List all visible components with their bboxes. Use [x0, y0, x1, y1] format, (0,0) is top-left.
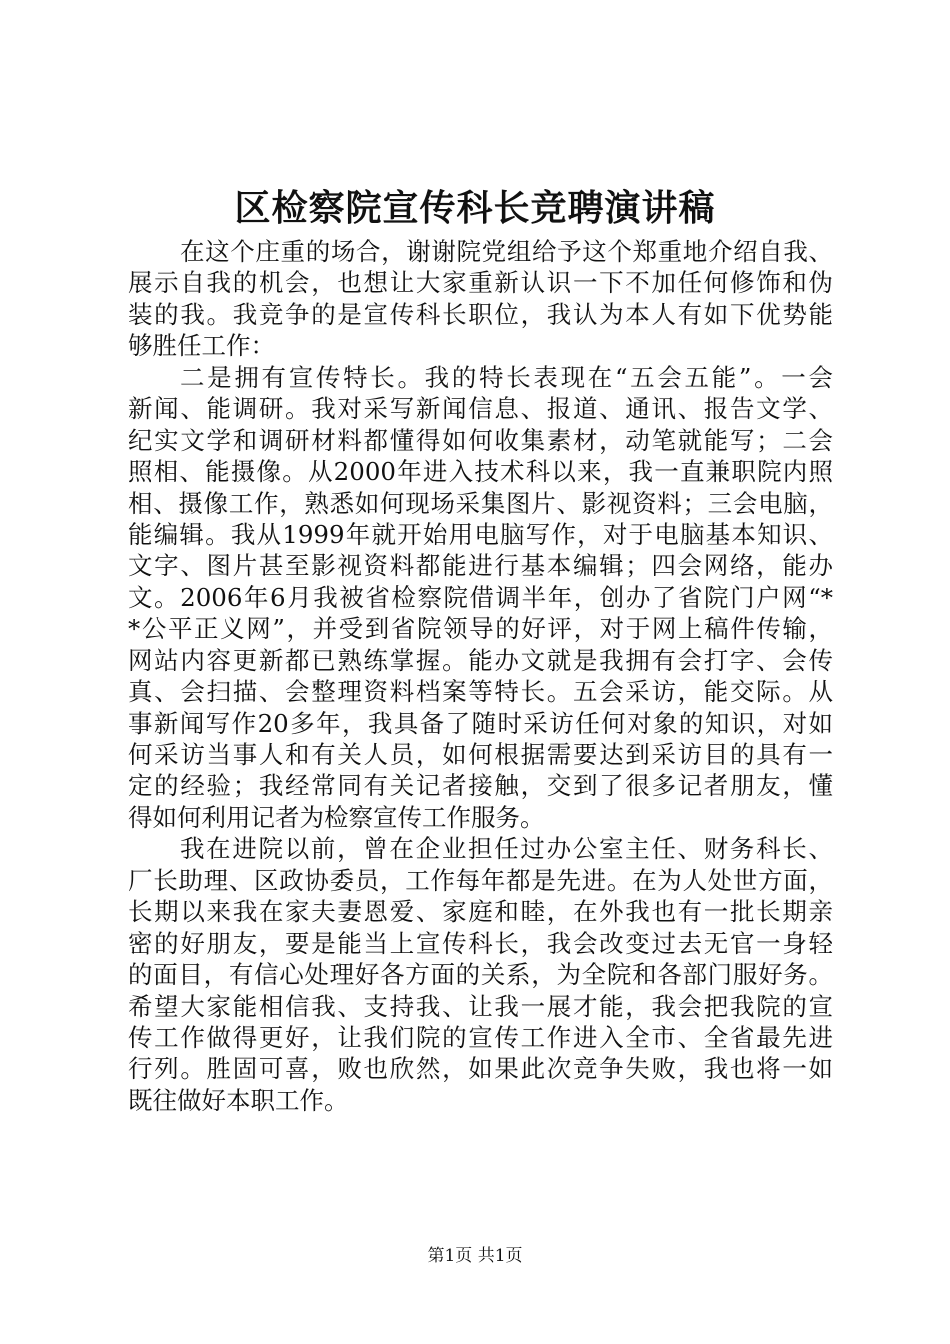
- body-line: 定的经验；我经常同有关记者接触，交到了很多记者朋友，懂: [128, 771, 833, 801]
- page-footer: 第1页 共1页: [427, 1246, 523, 1266]
- body-line: 希望大家能相信我、支持我、让我一展才能，我会把我院的宣: [128, 991, 833, 1021]
- body-line: 二是拥有宣传特长。我的特长表现在“五会五能”。一会: [180, 362, 833, 392]
- body-line: 得如何利用记者为检察宣传工作服务。: [128, 802, 545, 832]
- body-line: 长期以来我在家夫妻恩爱、家庭和睦，在外我也有一批长期亲: [128, 897, 833, 927]
- body-line: 文。2006年6月我被省检察院借调半年，创办了省院门户网“*: [128, 582, 833, 612]
- body-line: 照相、能摄像。从2000年进入技术科以来，我一直兼职院内照: [128, 457, 833, 487]
- body-line: 能编辑。我从1999年就开始用电脑写作，对于电脑基本知识、: [128, 519, 833, 549]
- body-line: 密的好朋友，要是能当上宣传科长，我会改变过去无官一身轻: [128, 928, 833, 958]
- document-body: [128, 236, 833, 1116]
- body-line: *公平正义网”，并受到省院领导的好评，对于网上稿件传输，: [128, 614, 833, 644]
- body-line: 装的我。我竞争的是宣传科长职位，我认为本人有如下优势能: [128, 299, 833, 329]
- body-line: 相、摄像工作，熟悉如何现场采集图片、影视资料；三会电脑，: [128, 488, 833, 518]
- body-line: 纪实文学和调研材料都懂得如何收集素材，动笔就能写；二会: [128, 425, 833, 455]
- body-line: 文字、图片甚至影视资料都能进行基本编辑；四会网络，能办: [128, 551, 833, 581]
- body-line: 我在进院以前，曾在企业担任过办公室主任、财务科长、: [180, 834, 833, 864]
- body-line: 够胜任工作：: [128, 331, 275, 361]
- body-line: 既往做好本职工作。: [128, 1085, 349, 1115]
- body-line: 何采访当事人和有关人员，如何根据需要达到采访目的具有一: [128, 740, 833, 769]
- body-line: 行列。胜固可喜，败也欣然，如果此次竞争失败，我也将一如: [128, 1054, 833, 1084]
- body-line: 新闻、能调研。我对采写新闻信息、报道、通讯、报告文学、: [128, 394, 833, 424]
- body-line: 展示自我的机会，也想让大家重新认识一下不加任何修饰和伪: [128, 268, 833, 298]
- document-title: 区检察院宣传科长竞聘演讲稿: [234, 187, 716, 229]
- body-line: 真、会扫描、会整理资料档案等特长。五会采访，能交际。从: [128, 677, 833, 707]
- body-line: 事新闻写作20多年，我具备了随时采访任何对象的知识，对如: [128, 708, 833, 738]
- body-line: 的面目，有信心处理好各方面的关系，为全院和各部门服好务。: [128, 960, 833, 990]
- body-line: 厂长助理、区政协委员，工作每年都是先进。在为人处世方面，: [128, 865, 833, 895]
- body-line: 网站内容更新都已熟练掌握。能办文就是我拥有会打字、会传: [128, 645, 833, 675]
- body-line: 传工作做得更好，让我们院的宣传工作进入全市、全省最先进: [128, 1022, 833, 1052]
- body-line: 在这个庄重的场合，谢谢院党组给予这个郑重地介绍自我、: [180, 237, 833, 266]
